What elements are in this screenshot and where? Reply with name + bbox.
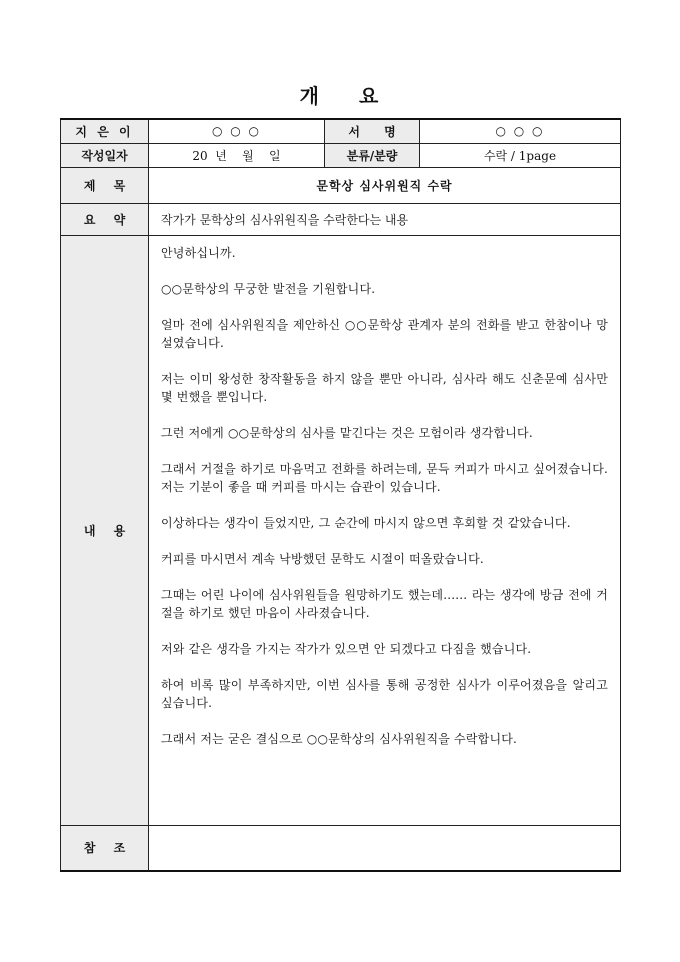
author-row [61, 119, 621, 143]
content-paragraph: 얼마 전에 심사위원직을 제안하신 ○○문학상 관계자 분의 전화를 받고 한참이나 망설였습니다. [161, 317, 608, 350]
summary-value: 작가가 문학상의 심사위원직을 수락한다는 내용 [149, 203, 621, 235]
overview-form-table [60, 118, 621, 872]
author-value: ○ ○ ○ [149, 119, 325, 143]
subject-row [61, 167, 621, 203]
content-paragraph: 저는 이미 왕성한 창작활동을 하지 않을 뿐만 아니라, 심사라 해도 신춘문예 심사만 몇 번했을 뿐입니다. [161, 371, 608, 404]
content-paragraph: 저와 같은 생각을 가지는 작가가 있으면 안 되겠다고 다짐을 했습니다. [161, 641, 532, 656]
document-title [0, 80, 680, 109]
reference-row [61, 825, 621, 871]
reference-value [149, 825, 621, 871]
category-value: 수락 / 1page [420, 143, 621, 167]
date-value: 20 년 월 일 [149, 143, 325, 167]
reference-label: 참 조 [61, 825, 149, 871]
summary-row [61, 203, 621, 235]
date-row [61, 143, 621, 167]
signature-label: 서 명 [325, 119, 420, 143]
title-char-1: 개 [299, 84, 321, 108]
content-paragraph: 안녕하십니까. [161, 245, 236, 260]
author-label: 지 은 이 [61, 119, 149, 143]
content-paragraph: ○○문학상의 무궁한 발전을 기원합니다. [161, 281, 376, 296]
content-paragraph: 이상하다는 생각이 들었지만, 그 순간에 마시지 않으면 후회할 것 같았습니다. [161, 515, 571, 530]
content-body [149, 235, 621, 825]
subject-label: 제 목 [61, 167, 149, 203]
content-paragraph: 그때는 어린 나이에 심사위원들을 원망하기도 했는데...... 라는 생각에 방금 전에 거절을 하기로 했던 마음이 사라졌습니다. [161, 587, 608, 620]
content-paragraph: 그래서 저는 굳은 결심으로 ○○문학상의 심사위원직을 수락합니다. [161, 731, 518, 746]
signature-value: ○ ○ ○ [420, 119, 621, 143]
title-char-2: 요 [359, 84, 381, 108]
subject-value: 문학상 심사위원직 수락 [149, 167, 621, 203]
content-row [61, 235, 621, 825]
content-paragraph: 하여 비록 많이 부족하지만, 이번 심사를 통해 공정한 심사가 이루어졌음을 알리고 싶습니다. [161, 677, 608, 710]
content-paragraph: 커피를 마시면서 계속 낙방했던 문학도 시절이 떠올랐습니다. [161, 551, 484, 566]
content-paragraph: 그래서 거절을 하기로 마음먹고 전화를 하려는데, 문득 커피가 마시고 싶어졌습니다. 저는 기분이 좋을 때 커피를 마시는 습관이 있습니다. [161, 461, 608, 494]
summary-label: 요 약 [61, 203, 149, 235]
content-label: 내 용 [61, 235, 149, 825]
category-label: 분류/분량 [325, 143, 420, 167]
date-label: 작성일자 [61, 143, 149, 167]
content-paragraph: 그런 저에게 ○○문학상의 심사를 맡긴다는 것은 모험이라 생각합니다. [161, 425, 533, 440]
